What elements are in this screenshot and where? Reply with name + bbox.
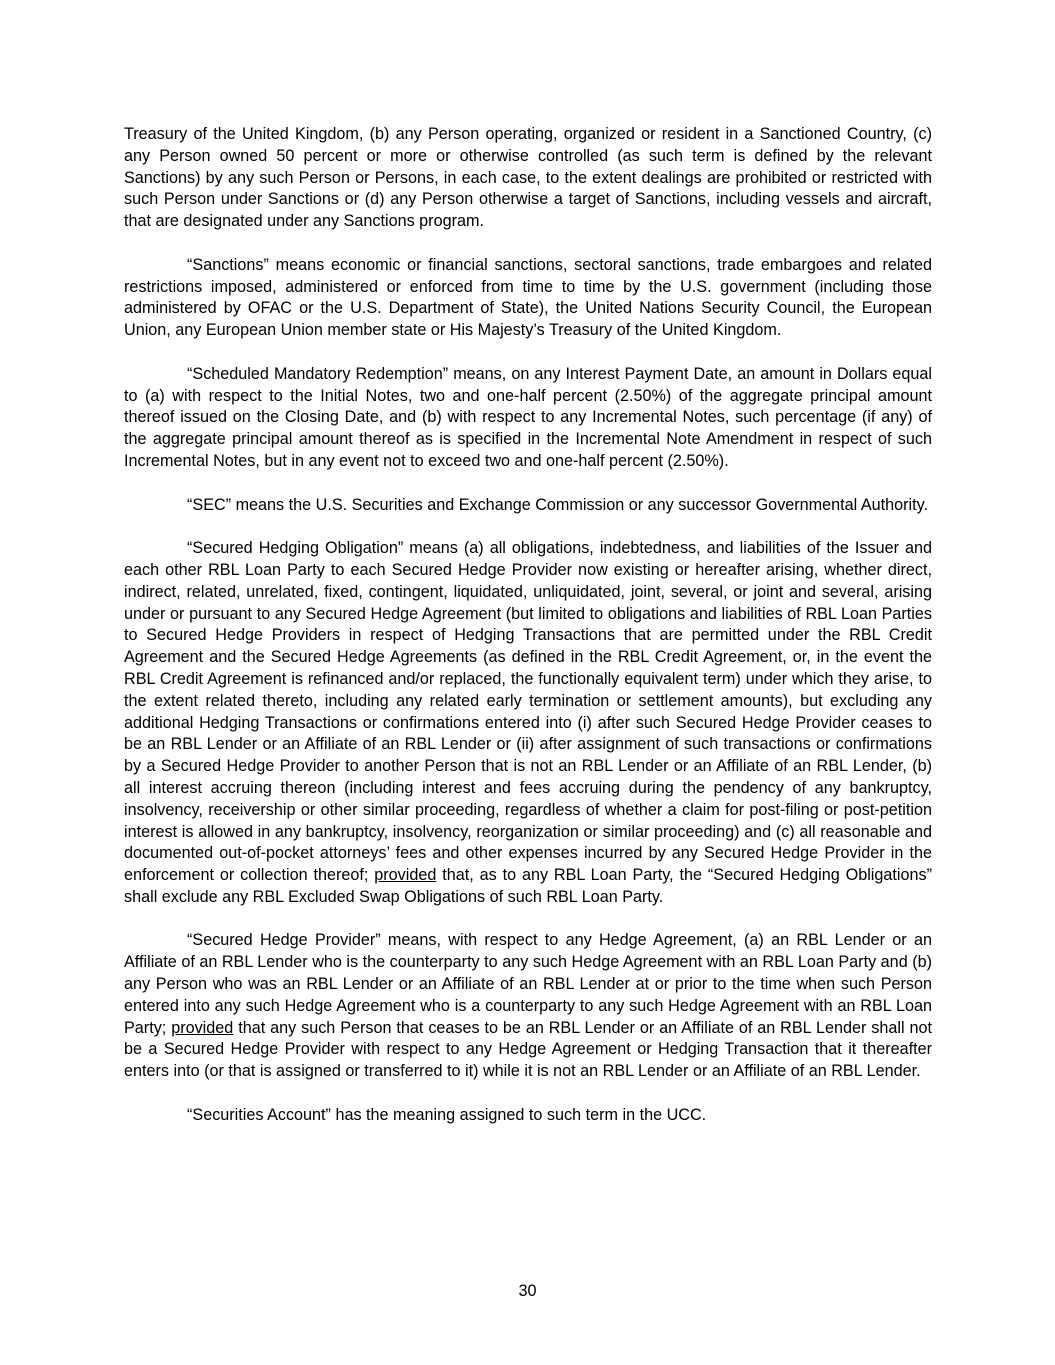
underlined-term-provided: provided	[171, 1018, 234, 1037]
underlined-term-provided: provided	[374, 866, 437, 885]
page-number: 30	[518, 1282, 537, 1300]
text-segment: that, as to any RBL Loan Party, the “Secured Hedging Obligations” shall exclude any RBL Excluded Swap Obligations of such RBL Loan Party.	[124, 866, 932, 906]
definition-scheduled-mandatory-redemption	[124, 364, 932, 473]
text-segment: “Secured Hedge Provider” means, with respect to any Hedge Agreement, (a) an RBL Lender or an Affiliate of an RBL Lender who is the counterparty to any such Hedge Agreement with an RBL Loan Party and (b) any Person who was an RBL Lender or an Affiliate of an RBL Lender at or prior to the time when such Person entered into any such Hedge Agreement who is a counterparty to any such Hedge Agreement with an RBL Loan Party;	[124, 931, 932, 1037]
text-segment: that any such Person that ceases to be an RBL Lender or an Affiliate of an RBL Lender shall not be a Secured Hedge Provider with respect to any Hedge Agreement or Hedging Transaction that it thereafter enters into (or that is assigned or transferred to it) while it is not an RBL Lender or an Affiliate of an RBL Lender.	[124, 1018, 932, 1081]
paragraph-sanctioned-person-continued	[124, 124, 932, 233]
text-segment: “Scheduled Mandatory Redemption” means, on any Interest Payment Date, an amount in Dollars equal to (a) with respect to the Initial Notes, two and one-half percent (2.50%) of the aggregate principal amount thereof issued on the Closing Date, and (b) with respect to any Incremental Notes, such percentage (if any) of the aggregate principal amount thereof as is specified in the Incremental Note Amendment in respect of such Incremental Notes, but in any event not to exceed two and one-half percent (2.50%).	[124, 364, 932, 470]
definition-securities-account	[124, 1105, 932, 1127]
definition-secured-hedging-obligation	[124, 538, 932, 909]
text-segment: “Secured Hedging Obligation” means (a) all obligations, indebtedness, and liabilities of the Issuer and each other RBL Loan Party to each Secured Hedge Provider now existing or hereafter arising, whether direct, indirect, related, unrelated, fixed, contingent, liquidated, unliquidated, joint, several, or joint and several, arising under or pursuant to any Secured Hedge Agreement (but limited to obligations and liabilities of RBL Loan Parties to Secured Hedge Providers in respect of Hedging Transactions that are permitted under the RBL Credit Agreement and the Secured Hedge Agreements (as defined in the RBL Credit Agreement, or, in the event the RBL Credit Agreement is refinanced and/or replaced, the functionally equivalent term) under which they arise, to the extent related thereto, including any related early termination or settlement amounts), but excluding any additional Hedging Transactions or confirmations entered into (i) after such Secured Hedge Provider ceases to be an RBL Lender or an Affiliate of an RBL Lender or (ii) after assignment of such transactions or confirmations by a Secured Hedge Provider to another Person that is not an RBL Lender or an Affiliate of an RBL Lender, (b) all interest accruing thereon (including interest and fees accruing during the pendency of any bankruptcy, insolvency, receivership or other similar proceeding, regardless of whether a claim for post-filing or post-petition interest is allowed in any bankruptcy, insolvency, reorganization or similar proceeding) and (c) all reasonable and documented out-of-pocket attorneys’ fees and other expenses incurred by any Secured Hedge Provider in the enforcement or collection thereof;	[124, 539, 932, 885]
text-segment: “Sanctions” means economic or financial sanctions, sectoral sanctions, trade embargoes and related restrictions imposed, administered or enforced from time to time by the U.S. government (including those administered by OFAC or the U.S. Department of State), the United Nations Security Council, the European Union, any European Union member state or His Majesty’s Treasury of the United Kingdom.	[124, 255, 932, 340]
text-segment: “SEC” means the U.S. Securities and Exchange Commission or any successor Governmental Authority.	[187, 495, 929, 514]
text-segment: “Securities Account” has the meaning assigned to such term in the UCC.	[187, 1105, 707, 1124]
document-body	[124, 124, 932, 1148]
text-segment: Treasury of the United Kingdom, (b) any Person operating, organized or resident in a Sanctioned Country, (c) any Person owned 50 percent or more or otherwise controlled (as such term is defined by the relevant Sanctions) by any such Person or Persons, in each case, to the extent dealings are prohibited or restricted with such Person under Sanctions or (d) any Person otherwise a target of Sanctions, including vessels and aircraft, that are designated under any Sanctions program.	[124, 125, 932, 231]
definition-secured-hedge-provider	[124, 930, 932, 1083]
definition-sec	[124, 495, 932, 517]
definition-sanctions	[124, 255, 932, 342]
